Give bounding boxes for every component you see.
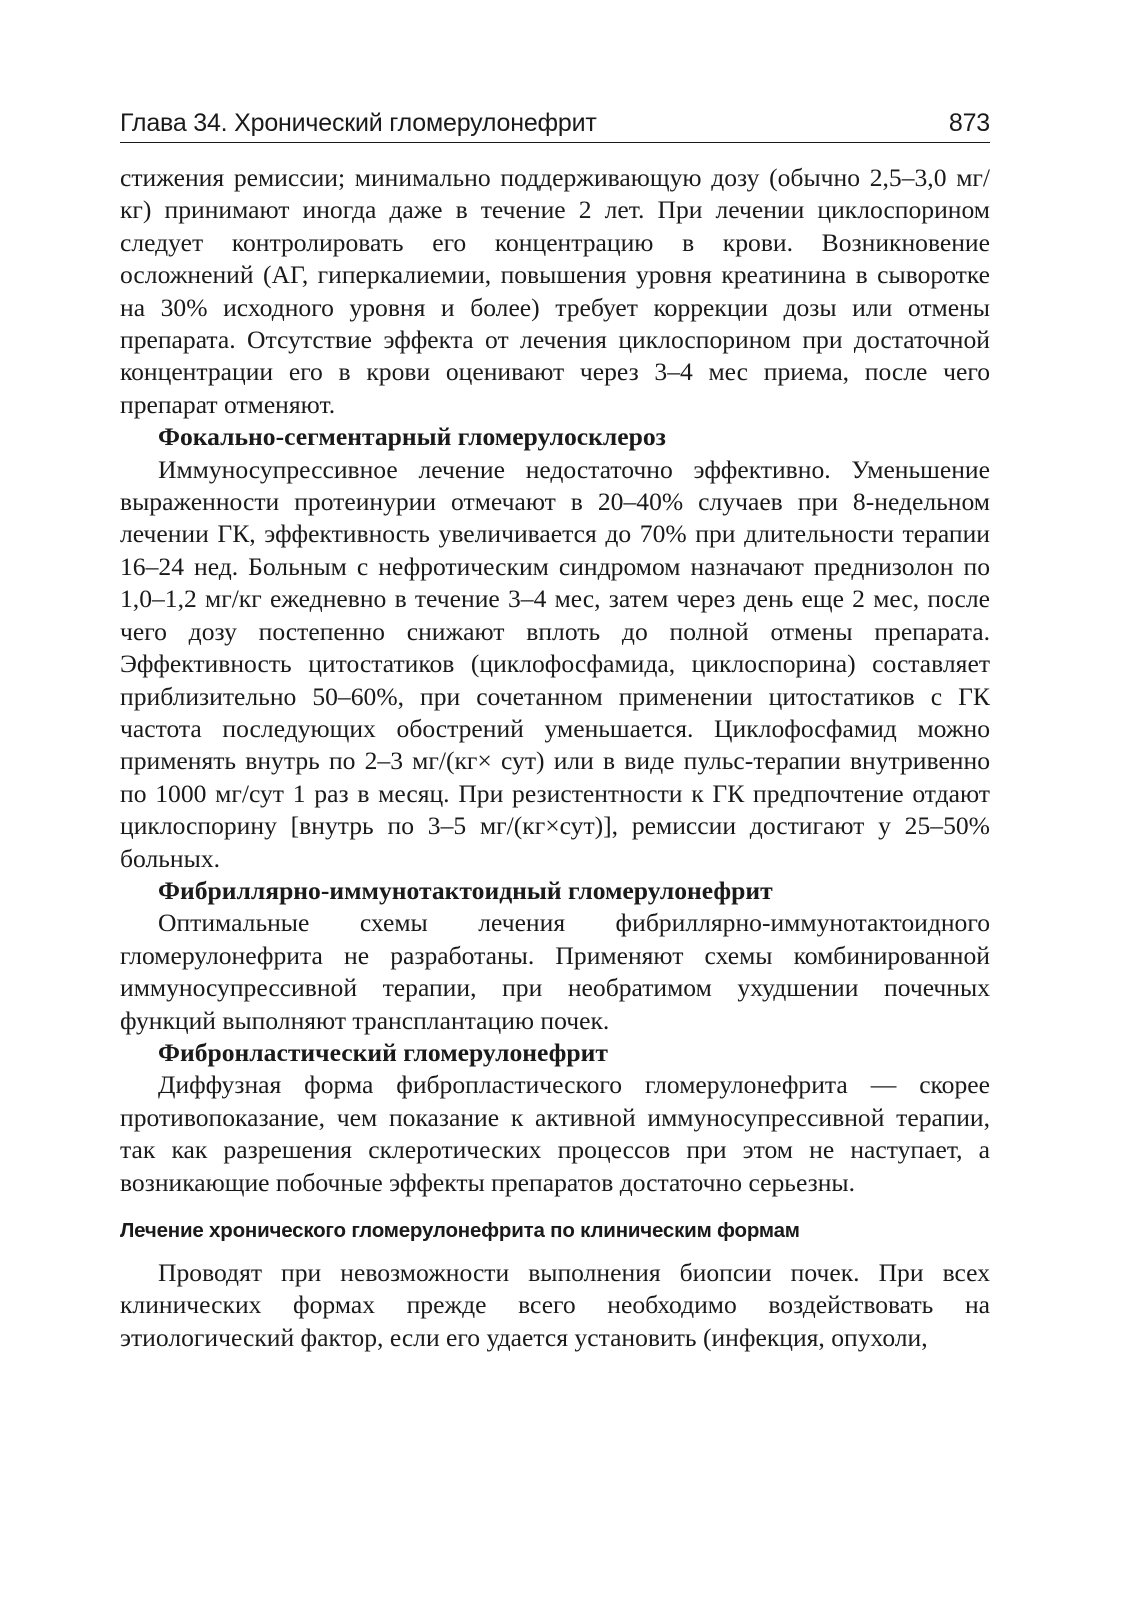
page-number: 873 <box>948 109 990 137</box>
paragraph-intro: стижения ремиссии; минимально поддерживающую дозу (обычно 2,5–3,0 мг/кг) принимают иногда даже в течение 2 лет. При лечении циклоспорином следует контролировать его концентрацию в крови. Возникновение осложнений (АГ, гиперкалиемии, повышения уровня креатинина в сыворотке на 30% исходного уровня и более) требует коррекции дозы или отмены препарата. Отсутствие эффекта от лечения циклоспорином при достаточной концентрации его в крови оценивают через 3–4 мес приема, после чего препарат отменяют. <box>120 163 990 419</box>
paragraph-fibrillary: Оптимальные схемы лечения фибриллярно-иммунотактоидного гломерулонефрита не разработаны. Применяют схемы комбинированной иммуносупрессивной терапии, при необратимом ухудшении почечных функций выполняют трансплантацию почек. <box>120 908 990 1035</box>
page-body <box>120 162 990 1354</box>
paragraph-fibroplastic: Диффузная форма фибропластического гломерулонефрита — скорее противопоказание, чем показание к активной иммуносупрессивной терапии, так как разрешения склеротических процессов при этом не наступает, а возникающие побочные эффекты препаратов достаточно серьезны. <box>120 1070 990 1197</box>
heading-fibroplastic: Фибронластический гломерулонефрит <box>158 1037 608 1067</box>
heading-fibrillary: Фибриллярно-иммунотактоидный гломерулонефрит <box>158 875 773 905</box>
book-page <box>120 108 990 1354</box>
chapter-title: Глава 34. Хронический гломерулонефрит <box>120 109 597 137</box>
running-header <box>120 108 990 143</box>
section-heading-clinical-forms: Лечение хронического гломерулонефрита по клиническим формам <box>120 1219 800 1242</box>
heading-fsgs: Фокально-сегментарный гломерулосклероз <box>158 422 666 452</box>
paragraph-clinical-forms: Проводят при невозможности выполнения биопсии почек. При всех клинических формах прежде всего необходимо воздействовать на этиологический фактор, если его удается установить (инфекция, опухоли, <box>120 1258 990 1352</box>
paragraph-fsgs: Иммуносупрессивное лечение недостаточно эффективно. Уменьшение выраженности протеинурии отмечают в 20–40% случаев при 8-недельном лечении ГК, эффективность увеличивается до 70% при длительности терапии 16–24 нед. Больным с нефротическим синдромом назначают преднизолон по 1,0–1,2 мг/кг ежедневно в течение 3–4 мес, затем через день еще 2 мес, после чего дозу постепенно снижают вплоть до полной отмены препарата. Эффективность цитостатиков (циклофосфамида, циклоспорина) составляет приблизительно 50–60%, при сочетанном применении цитостатиков с ГК частота последующих обострений уменьшается. Циклофосфамид можно применять внутрь по 2–3 мг/(кг× сут) или в виде пульс-терапии внутривенно по 1000 мг/сут 1 раз в месяц. При резистентности к ГК предпочтение отдают циклоспорину [внутрь по 3–5 мг/(кг×сут)], ремиссии достигают у 25–50% больных. <box>120 454 990 873</box>
